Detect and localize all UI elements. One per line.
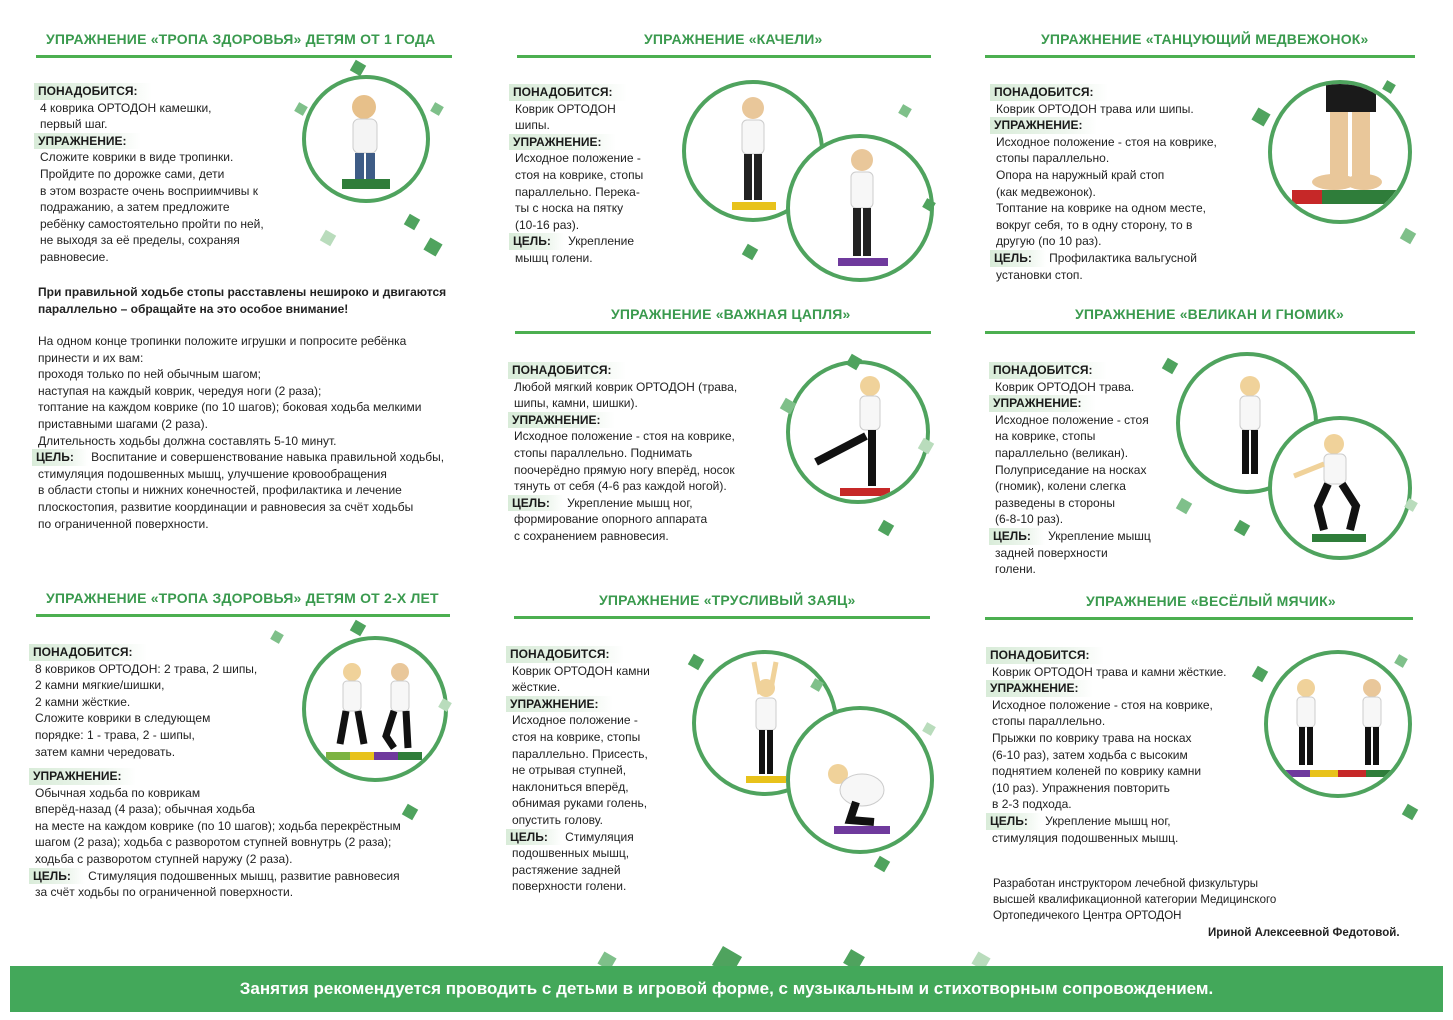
ex-line: (6-8-10 раз). xyxy=(995,512,1064,527)
ex-line: стоя на коврике, стопы xyxy=(512,729,641,744)
goal-text: Укрепление xyxy=(568,234,635,249)
need-label: ПОНАДОБИТСЯ: xyxy=(29,644,147,661)
ex-line: не отрывая ступней, xyxy=(512,763,627,778)
ex-line: шагом (2 раза); ходьба с разворотом ступней вовнутрь (2 раза); xyxy=(35,835,392,850)
goal-line: в области стопы и нижних конечностей, профилактика и лечение xyxy=(38,483,402,498)
body-line: наступая на каждый коврик, чередуя ноги (2 раза); xyxy=(38,383,322,398)
exercise-photo-circle xyxy=(786,134,934,282)
goal-line: растяжение задней xyxy=(512,862,621,877)
ex-line: Исходное положение - стоя на коврике, xyxy=(996,134,1217,149)
ex-line: (гномик), колени слегка xyxy=(995,479,1126,494)
ex-line: параллельно. Перека- xyxy=(515,184,640,199)
title-rule xyxy=(36,614,450,617)
girl-squat-icon xyxy=(1272,420,1408,556)
exercise-label: УПРАЖНЕНИЕ: xyxy=(509,134,616,151)
body-line: На одном конце тропинки положите игрушки и попросите ребёнка xyxy=(38,334,407,348)
exercise-label: УПРАЖНЕНИЕ: xyxy=(29,768,136,785)
ex-line: ты с носка на пятку xyxy=(515,201,624,216)
s6-exercise xyxy=(35,768,455,901)
body-line: проходя только по ней обычным шагом; xyxy=(38,367,262,382)
need-label: ПОНАДОБИТСЯ: xyxy=(508,362,626,379)
goal-text: Воспитание и совершенствование навыка правильной ходьбы, xyxy=(91,450,445,465)
need-label: ПОНАДОБИТСЯ: xyxy=(509,84,627,101)
goal-line: плоскостопия, развитие координации и равновесия за счёт ходьбы xyxy=(38,499,414,514)
ex-line: стопы параллельно. xyxy=(992,714,1106,729)
exercise-label: УПРАЖНЕНИЕ: xyxy=(990,117,1097,134)
decor-square xyxy=(742,244,758,260)
need-line: 8 ковриков ОРТОДОН: 2 трава, 2 шипы, xyxy=(35,661,258,676)
exercise-label: УПРАЖНЕНИЕ: xyxy=(508,412,615,429)
goal-line: мышц голени. xyxy=(515,250,593,265)
ex-line: вокруг себя, то в одну сторону, то в xyxy=(996,217,1193,232)
two-children-walking-icon xyxy=(306,640,444,778)
decor-square xyxy=(874,856,890,872)
footer-banner: Занятия рекомендуется проводить с детьми в игровой форме, с музыкальным и стихотворным сопровождением. xyxy=(10,966,1443,1012)
credit-line: Разработан инструктором лечебной физкультуры xyxy=(993,878,1259,890)
body-line: Длительность ходьбы должна составлять 5-10 минут. xyxy=(38,433,337,448)
ex-line: на месте на каждом коврике (по 10 шагов); ходьба перекрёстным xyxy=(35,818,401,833)
s6-need xyxy=(35,644,285,760)
girl-leg-raise-icon xyxy=(790,364,926,500)
need-label: ПОНАДОБИТСЯ: xyxy=(506,646,624,663)
goal-line: формирование опорного аппарата xyxy=(514,512,708,527)
ex-line: поднятием коленей по коврику камни xyxy=(992,764,1202,779)
ex-line: параллельно (великан). xyxy=(995,445,1129,460)
need-line: первый шаг. xyxy=(40,117,108,132)
ex-line: обнимая руками голень, xyxy=(512,796,648,811)
goal-line: подошвенных мышц, xyxy=(512,846,630,861)
ex-line: (6-10 раз), затем ходьба с высоким xyxy=(992,747,1188,762)
title-rule xyxy=(985,617,1413,620)
credit-author: Ириной Алексеевной Федотовой. xyxy=(1208,927,1400,939)
ex-line: (10 раз). Упражнения повторить xyxy=(992,780,1170,795)
goal-line: за счёт ходьбы по ограниченной поверхности. xyxy=(35,885,294,900)
decor-square xyxy=(1382,80,1396,94)
goal-text: Стимуляция подошвенных мышц, развитие равновесия xyxy=(88,868,400,883)
decor-square xyxy=(1176,498,1192,514)
section-title-path-2yr: УПРАЖНЕНИЕ «ТРОПА ЗДОРОВЬЯ» ДЕТЯМ ОТ 2-Х ЛЕТ xyxy=(46,590,439,606)
ex-line: вперёд-назад (4 раза); обычная ходьба xyxy=(35,802,255,817)
ex-line: не выходя за её пределы, сохраняя xyxy=(40,233,240,248)
section-title-ball: УПРАЖНЕНИЕ «ВЕСЁЛЫЙ МЯЧИК» xyxy=(1086,593,1336,609)
need-label: ПОНАДОБИТСЯ: xyxy=(989,362,1107,379)
title-rule xyxy=(517,55,931,58)
ex-line: подражанию, а затем предложите xyxy=(40,200,230,215)
decor-square xyxy=(922,722,936,736)
exercise-photo-circle xyxy=(302,636,448,782)
goal-label: ЦЕЛЬ: xyxy=(32,449,88,466)
section-title-heron: УПРАЖНЕНИЕ «ВАЖНАЯ ЦАПЛЯ» xyxy=(611,306,851,322)
credit-line: Ортопедичекого Центра ОРТОДОН xyxy=(993,910,1182,922)
ex-line: Прыжки по коврику трава на носках xyxy=(992,730,1192,745)
exercise-label: УПРАЖНЕНИЕ: xyxy=(34,133,141,150)
goal-line: стимуляция подошвенных мышц, улучшение кровообращения xyxy=(38,466,387,481)
goal-text: Укрепление мышц ног, xyxy=(567,495,693,510)
ex-line: в 2-3 подхода. xyxy=(992,797,1072,812)
goal-line: голени. xyxy=(995,562,1036,577)
need-line: затем камни чередовать. xyxy=(35,744,176,759)
need-line: порядке: 1 - трава, 2 - шипы, xyxy=(35,727,195,742)
ex-line: Пройдите по дорожке сами, дети xyxy=(40,166,225,181)
exercise-label: УПРАЖНЕНИЕ: xyxy=(506,696,613,713)
goal-text: Укрепление мышц xyxy=(1048,528,1151,543)
goal-text: Профилактика вальгусной xyxy=(1049,250,1197,265)
need-line: Сложите коврики в следующем xyxy=(35,711,211,726)
boy-tiptoe-icon xyxy=(790,138,930,278)
ex-line: (10-16 раз). xyxy=(515,217,580,232)
exercise-label: УПРАЖНЕНИЕ: xyxy=(989,395,1096,412)
need-line: Любой мягкий коврик ОРТОДОН (трава, xyxy=(514,379,738,394)
s1-body xyxy=(38,333,458,532)
ex-line: Исходное положение - xyxy=(515,151,641,166)
note-line: параллельно – обращайте на это особое внимание! xyxy=(38,301,349,316)
goal-label: ЦЕЛЬ: xyxy=(986,813,1042,830)
section-title-giant: УПРАЖНЕНИЕ «ВЕЛИКАН И ГНОМИК» xyxy=(1075,306,1345,322)
ex-line: тянуть от себя (4-6 раз каждой ногой). xyxy=(514,479,727,494)
goal-label: ЦЕЛЬ: xyxy=(508,495,564,512)
ex-line: Сложите коврики в виде тропинки. xyxy=(40,150,234,165)
decor-square xyxy=(898,104,912,118)
decor-square xyxy=(350,620,366,636)
ex-line: стоя на коврике, стопы xyxy=(515,167,644,182)
need-label: ПОНАДОБИТСЯ: xyxy=(986,647,1104,664)
exercise-photo-circle xyxy=(302,75,430,203)
ex-line: ходьба с разворотом ступней наружу (2 раза). xyxy=(35,851,293,866)
ex-line: в этом возрасте очень восприимчивы к xyxy=(40,183,259,198)
body-line: приставными шагами (2 раза). xyxy=(38,416,208,431)
title-rule xyxy=(985,55,1415,58)
ex-line: Исходное положение - стоя на коврике, xyxy=(514,429,735,444)
s5-text xyxy=(995,362,1165,578)
need-line: Коврик ОРТОДОН трава и камни жёсткие. xyxy=(992,664,1227,679)
goal-line: поверхности голени. xyxy=(512,879,627,894)
feet-on-mat-icon xyxy=(1272,84,1408,220)
ex-line: разведены в стороны xyxy=(995,495,1115,510)
decor-square xyxy=(1234,520,1250,536)
decor-square xyxy=(404,214,420,230)
decor-square xyxy=(1252,666,1268,682)
goal-line: стимуляция подошвенных мышц. xyxy=(992,830,1179,845)
section-title-hare: УПРАЖНЕНИЕ «ТРУСЛИВЫЙ ЗАЯЦ» xyxy=(599,592,856,608)
title-rule xyxy=(514,616,930,619)
goal-line: по ограниченной поверхности. xyxy=(38,516,209,531)
section-title-swing: УПРАЖНЕНИЕ «КАЧЕЛИ» xyxy=(644,31,823,47)
exercise-photo-circle xyxy=(786,360,930,504)
ex-line: другую (по 10 раз). xyxy=(996,234,1102,249)
ex-line: стопы параллельно. xyxy=(996,151,1110,166)
ex-line: наклониться вперёд, xyxy=(512,779,629,794)
decor-square xyxy=(878,520,894,536)
ex-line: Исходное положение - стоя xyxy=(995,412,1149,427)
title-rule xyxy=(515,331,931,334)
need-line: шипы. xyxy=(515,118,550,133)
decor-square xyxy=(270,630,284,644)
credit-line: высшей квалификационной категории Медицинского xyxy=(993,894,1277,906)
need-line: 4 коврика ОРТОДОН камешки, xyxy=(40,100,212,115)
section-title-bear: УПРАЖНЕНИЕ «ТАНЦУЮЩИЙ МЕДВЕЖОНОК» xyxy=(1041,31,1369,47)
need-line: жёсткие. xyxy=(512,680,561,695)
ex-line: равновесие. xyxy=(40,249,109,264)
s1-note xyxy=(38,284,458,317)
need-line: Коврик ОРТОДОН трава или шипы. xyxy=(996,101,1194,116)
decor-square xyxy=(1400,228,1416,244)
exercise-photo-circle xyxy=(1268,80,1412,224)
ex-line: стопы параллельно. Поднимать xyxy=(514,445,693,460)
s2-text xyxy=(515,84,675,267)
decor-square xyxy=(350,60,366,76)
ex-line: опустить голову. xyxy=(512,812,603,827)
ex-line: (как медвежонок). xyxy=(996,184,1096,199)
decor-square xyxy=(320,230,336,246)
decor-square xyxy=(1402,804,1418,820)
ex-line: параллельно. Присесть, xyxy=(512,746,648,761)
need-line: шипы, камни, шишки). xyxy=(514,396,638,411)
exercise-photo-circle xyxy=(1268,416,1412,560)
note-line: При правильной ходьбе стопы расставлены нешироко и двигаются xyxy=(38,285,447,299)
ex-line: Полуприседание на носках xyxy=(995,462,1147,477)
need-label: ПОНАДОБИТСЯ: xyxy=(990,84,1108,101)
child-walking-icon xyxy=(306,79,426,199)
ex-line: на коврике, стопы xyxy=(995,429,1096,444)
goal-line: с сохранением равновесия. xyxy=(514,528,669,543)
decor-square xyxy=(430,102,444,116)
ex-line: Обычная ходьба по коврикам xyxy=(35,785,201,800)
need-line: Коврик ОРТОДОН трава. xyxy=(995,379,1135,394)
s4-text xyxy=(514,362,764,545)
ex-line: ребёнку самостоятельно пройти по ней, xyxy=(40,216,264,231)
s1-text xyxy=(40,83,290,266)
goal-label: ЦЕЛЬ: xyxy=(506,829,562,846)
goal-line: задней поверхности xyxy=(995,545,1108,560)
need-line: 2 камни мягкие/шишки, xyxy=(35,678,165,693)
credit-block xyxy=(993,876,1353,924)
goal-text: Укрепление мышц ног, xyxy=(1045,813,1171,828)
exercise-photo-circle xyxy=(1264,650,1412,798)
goal-text: Стимуляция xyxy=(565,829,634,844)
goal-line: установки стоп. xyxy=(996,267,1083,282)
decor-square xyxy=(294,102,308,116)
title-rule xyxy=(985,331,1415,334)
ex-line: Опора на наружный край стоп xyxy=(996,167,1165,182)
section-title-path-1yr: УПРАЖНЕНИЕ «ТРОПА ЗДОРОВЬЯ» ДЕТЯМ ОТ 1 ГОДА xyxy=(46,31,436,47)
body-line: принести и их вам: xyxy=(38,350,144,365)
goal-label: ЦЕЛЬ: xyxy=(509,233,565,250)
ex-line: Исходное положение - xyxy=(512,713,638,728)
need-line: 2 камни жёсткие. xyxy=(35,694,131,709)
girl-crouch-icon xyxy=(790,710,930,850)
ex-line: Исходное положение - стоя на коврике, xyxy=(992,697,1213,712)
goal-label: ЦЕЛЬ: xyxy=(989,528,1045,545)
exercise-photo-circle xyxy=(786,706,934,854)
goal-label: ЦЕЛЬ: xyxy=(29,868,85,885)
decor-square xyxy=(423,237,442,256)
s3-text xyxy=(996,84,1256,283)
ex-line: поочерёдно прямую ногу вперёд, носок xyxy=(514,462,735,477)
need-line: Коврик ОРТОДОН xyxy=(515,101,616,116)
exercise-label: УПРАЖНЕНИЕ: xyxy=(986,680,1093,697)
need-line: Коврик ОРТОДОН камни xyxy=(512,663,650,678)
body-line: топтание на каждом коврике (по 10 шагов); боковая ходьба мелкими xyxy=(38,400,422,415)
decor-square xyxy=(1394,654,1408,668)
need-label: ПОНАДОБИТСЯ: xyxy=(34,83,152,100)
decor-square xyxy=(688,654,704,670)
goal-label: ЦЕЛЬ: xyxy=(990,250,1046,267)
title-rule xyxy=(36,55,452,58)
s7-text xyxy=(512,646,682,895)
two-children-jumping-icon xyxy=(1268,654,1408,794)
ex-line: Топтание на коврике на одном месте, xyxy=(996,201,1206,216)
s8-text xyxy=(992,647,1252,846)
